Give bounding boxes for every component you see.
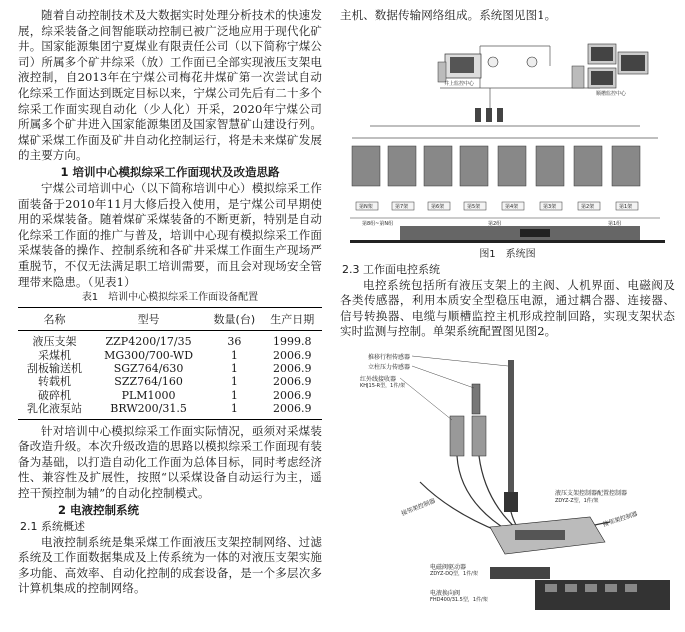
section-2-3-paragraph: 电控系统包括所有液压支架上的主阀、人机界面、电磁阀及各类传感器，利用本质安全型稳压电源，通过耦合器、连接器、信号转换器、电缆与顺槽监控主机形成控制回路，实现支架状态实时监测与控制。单架系统配置图见图2。	[340, 277, 675, 339]
valve-bank	[535, 580, 670, 610]
table-cell: 1	[230, 348, 238, 362]
group-label: 第N架	[359, 203, 373, 210]
coal-face-strip	[350, 226, 665, 243]
right-column	[340, 0, 675, 612]
main-ctrl-model-label: ZDYZ-Z型，1件/架	[555, 497, 599, 504]
table-cell: BRW200/31.5	[91, 402, 206, 419]
valve-driver	[490, 567, 550, 579]
valve-model-label: FHD400/31.5型，1件/架	[430, 596, 488, 603]
figure-2-single-support-config	[340, 342, 670, 612]
group-label: 第3架	[543, 203, 557, 210]
system-diagram-svg	[340, 26, 670, 248]
table-cell: 1	[230, 388, 238, 402]
table-cell: 36	[227, 335, 242, 349]
figure-1-system-diagram	[340, 26, 670, 248]
network-node-icon	[488, 57, 537, 67]
bottom-group-label: 第1组	[608, 220, 622, 227]
table-header: 数量(台)	[206, 308, 262, 331]
table-cell: 破碎机	[38, 388, 71, 402]
group-label: 第5架	[467, 203, 481, 210]
main-controller	[490, 517, 605, 554]
ir-model-label: KHJ15-R型，1件/架	[360, 382, 406, 389]
group-label: 第4架	[505, 203, 519, 210]
table-cell: 2006.9	[263, 402, 322, 419]
network-modules	[475, 108, 503, 122]
table-header: 名称	[18, 308, 91, 331]
table-header-row	[18, 308, 322, 331]
equipment-table	[18, 307, 322, 419]
section-2-1-title: 2.1 系统概述	[20, 519, 85, 533]
valve-driver-label: 电磁阀驱动器	[430, 563, 467, 571]
table-header: 型号	[91, 308, 206, 331]
stroke-sensor-label: 推移行程传感器	[368, 353, 411, 361]
group-label: 第7架	[395, 203, 409, 210]
table-cell: 乳化液泵站	[18, 402, 91, 419]
table-header: 生产日期	[263, 308, 322, 331]
shuntong-label: 顺槽监控中心	[596, 90, 627, 97]
well-monitor-label: 井上监控中心	[444, 80, 475, 87]
table-cell: 1	[206, 402, 262, 419]
table-row	[18, 375, 322, 388]
section-2-title: 2 电液控制系统	[58, 502, 140, 517]
group-label: 第2架	[581, 203, 595, 210]
table-cell: 1999.8	[273, 335, 312, 349]
table-cell: ZZP4200/17/35	[105, 335, 192, 349]
table-cell: PLM1000	[121, 388, 176, 402]
table-cell: 1	[230, 375, 238, 389]
left-column	[18, 0, 322, 597]
pointer-lines	[400, 356, 508, 420]
pressure-sensors	[450, 384, 486, 456]
group-label: 第6架	[431, 203, 445, 210]
table-cell: 2006.9	[273, 361, 312, 375]
table-row	[18, 389, 322, 402]
table-cell: 液压支架	[32, 335, 77, 349]
bottom-group-label: 第8组~第N组	[362, 220, 394, 227]
ctrl-right-label: 接邻架控制器	[602, 510, 639, 529]
table-cell: 刮板输送机	[27, 361, 82, 375]
section-1-title: 1 培训中心模拟综采工作面现状及改造思路	[60, 164, 280, 179]
main-ctrl-label: 液压支架控制器配置控制器	[555, 489, 628, 497]
table-cell: SGZ764/630	[113, 361, 184, 375]
intro-paragraph: 随着自动控制技术及大数据实时处理分析技术的快速发展，综采装备之间智能联动控制已被广泛地应用于现代化矿井。国家能源集团宁夏煤业有限责任公司（以下简称宁煤公司）所属多个矿井综采（放）工作面已全部实现液压支架电液控制，自2013年在宁煤公司梅花井煤矿第一次尝试自动化综采工作面达到既定目标以来，宁煤公司先后有二十多个综采工作面实现自动化（少人化）开采，2020年宁煤公司所属多个矿井进入国家能源集团及国家智慧矿山建设行列。煤矿采煤工作面及矿井自动化控制运行，将是未来煤矿发展的主要方向。	[18, 8, 322, 163]
table-cell: 2006.9	[273, 348, 312, 362]
table-row	[18, 349, 322, 362]
table-1-caption: 表1 培训中心模拟综采工作面设备配置	[81, 292, 259, 304]
section-2-1-paragraph: 电液控制系统是集采煤工作面液压支架控制网络、过滤系统及工作面数据集成及上传系统为一体的对液压支架实施多功能、高效率、自动化控制的成套设备，是一个多层次多计算机集成的控制网络。	[18, 534, 322, 596]
table-cell: 2006.9	[273, 375, 312, 389]
shuntong-monitor-computers	[572, 44, 648, 88]
section-1-paragraph: 宁煤公司培训中心（以下简称培训中心）模拟综采工作面装备于2010年11月大修后投入使用，是宁煤公司早期使用的采煤装备。随着煤矿采煤装备的不断更新，特别是自动化综采工作面的推广与普及，培训中心现有模拟综采工作面采煤装备的操作、控制系统和各矿井采煤工作面生产现场严重脱节，不仅无法满足职工培训需要，而且会对现场安全管理带来隐患。（见表1）	[18, 180, 322, 289]
support-controllers	[352, 146, 640, 186]
stroke-sensor-rod	[504, 360, 518, 512]
table-cell: 2006.9	[273, 388, 312, 402]
table-cell: 1	[230, 361, 238, 375]
group-label: 第1架	[619, 203, 633, 210]
figure-1-caption: 图1 系统图	[479, 248, 536, 260]
table-cell: 采煤机	[38, 348, 71, 362]
well-monitor-computer	[438, 54, 481, 82]
table-cell: MG300/700-WD	[104, 348, 194, 362]
table-row	[18, 331, 322, 349]
valve-driver-model-label: ZDYZ-DQ型，1件/架	[430, 570, 478, 577]
section-2-3-title: 2.3 工作面电控系统	[342, 262, 440, 276]
table-cell: 转载机	[38, 375, 71, 389]
ir-receiver-label: 红外线接收器	[360, 375, 397, 383]
table-row	[18, 402, 322, 419]
valve-label: 电液换向阀	[430, 589, 461, 597]
ctrl-left-label: 接邻架控制器	[400, 497, 437, 518]
after-table-paragraph: 针对培训中心模拟综采工作面实际情况，亟须对采煤装备改造升级。本次升级改造的思路以模拟综采工作面现有装备为基础，以打造自动化工作面为总体目标，同时考虑经济性、兼容性及扩展性，按照“以采煤设备自动运行为主，遥控干预控制为辅”的自动化控制模式。	[18, 423, 322, 500]
table-cell: SZZ764/160	[114, 375, 183, 389]
bottom-group-label: 第2组	[488, 220, 502, 227]
top-line: 主机、数据传输网络组成。系统图见图1。	[340, 8, 557, 22]
table-row	[18, 362, 322, 375]
pillar-sensor-label: 立柱压力传感器	[368, 363, 411, 371]
